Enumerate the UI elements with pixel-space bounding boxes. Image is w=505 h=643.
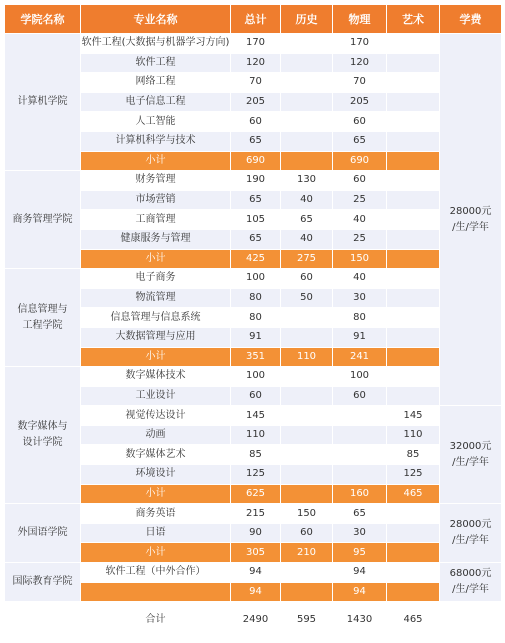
cell-art	[387, 131, 440, 151]
cell-physics: 91	[333, 327, 387, 347]
cell-physics: 690	[333, 151, 387, 171]
cell-total: 120	[231, 53, 281, 73]
major-name: 财务管理	[81, 171, 231, 191]
major-name: 人工智能	[81, 112, 231, 132]
cell-history	[281, 367, 333, 387]
cell-history: 275	[281, 249, 333, 269]
cell-history: 110	[281, 347, 333, 367]
cell-history	[281, 465, 333, 485]
tuition-fee	[440, 504, 502, 563]
cell-total: 690	[231, 151, 281, 171]
grand-total-label: 合计	[81, 602, 231, 638]
subtotal-label: 小计	[81, 151, 231, 171]
cell-physics: 65	[333, 131, 387, 151]
cell-art	[387, 92, 440, 112]
major-name: 数字媒体艺术	[81, 445, 231, 465]
major-name: 健康服务与管理	[81, 229, 231, 249]
cell-art	[387, 523, 440, 543]
cell-physics: 205	[333, 92, 387, 112]
major-name: 数字媒体技术	[81, 367, 231, 387]
header-history: 历史	[281, 5, 333, 34]
major-name: 动画	[81, 425, 231, 445]
cell-history	[281, 131, 333, 151]
cell-art	[387, 73, 440, 93]
cell-physics: 241	[333, 347, 387, 367]
grand-total-fee-blank	[440, 602, 502, 638]
cell-total: 110	[231, 425, 281, 445]
college-name-line: 计算机学院	[17, 96, 68, 108]
cell-physics: 170	[333, 34, 387, 54]
header-tuition: 学费	[440, 5, 502, 34]
cell-total: 70	[231, 73, 281, 93]
cell-art	[387, 112, 440, 132]
cell-total: 100	[231, 269, 281, 289]
cell-history	[281, 151, 333, 171]
cell-total: 65	[231, 229, 281, 249]
major-name: 物流管理	[81, 288, 231, 308]
cell-physics: 60	[333, 112, 387, 132]
tuition-amount: 68000元	[449, 568, 492, 580]
cell-physics: 95	[333, 543, 387, 563]
cell-history: 65	[281, 210, 333, 230]
cell-history: 50	[281, 288, 333, 308]
college-name-line: 数字媒体与	[17, 421, 68, 433]
cell-art	[387, 308, 440, 328]
subtotal-label: 小计	[81, 249, 231, 269]
grand-total-physics: 1430	[333, 602, 387, 638]
cell-history	[281, 308, 333, 328]
grand-total-total: 2490	[231, 602, 281, 638]
subtotal-label: 小计	[81, 347, 231, 367]
tuition-unit: /生/学年	[452, 584, 489, 596]
table-row	[5, 269, 502, 289]
cell-physics: 60	[333, 386, 387, 406]
cell-total: 65	[231, 190, 281, 210]
major-name: 日语	[81, 523, 231, 543]
cell-history	[281, 327, 333, 347]
cell-physics: 25	[333, 229, 387, 249]
cell-history	[281, 92, 333, 112]
tuition-amount: 32000元	[449, 440, 492, 452]
subtotal-label: 小计	[81, 484, 231, 504]
major-name: 软件工程	[81, 53, 231, 73]
subtotal-label: 小计	[81, 543, 231, 563]
major-name: 视觉传达设计	[81, 406, 231, 426]
major-name: 工商管理	[81, 210, 231, 230]
cell-art	[387, 347, 440, 367]
header-physics: 物理	[333, 5, 387, 34]
cell-history	[281, 582, 333, 602]
cell-total: 60	[231, 112, 281, 132]
cell-art: 110	[387, 425, 440, 445]
grand-total-art: 465	[387, 602, 440, 638]
college-name	[5, 171, 81, 269]
cell-art: 145	[387, 406, 440, 426]
major-name: 网络工程	[81, 73, 231, 93]
header-major: 专业名称	[81, 5, 231, 34]
cell-total: 425	[231, 249, 281, 269]
major-name: 软件工程(大数据与机器学习方向)	[81, 34, 231, 54]
cell-history	[281, 53, 333, 73]
cell-total: 215	[231, 504, 281, 524]
cell-physics	[333, 445, 387, 465]
cell-total: 125	[231, 465, 281, 485]
table-row	[5, 367, 502, 387]
major-name: 市场营销	[81, 190, 231, 210]
cell-physics: 160	[333, 484, 387, 504]
cell-history	[281, 484, 333, 504]
cell-total: 65	[231, 131, 281, 151]
major-name: 电子信息工程	[81, 92, 231, 112]
cell-physics: 30	[333, 288, 387, 308]
cell-history	[281, 386, 333, 406]
college-name	[5, 367, 81, 504]
cell-art	[387, 386, 440, 406]
tuition-amount: 28000元	[449, 519, 492, 531]
cell-total: 60	[231, 386, 281, 406]
cell-total: 91	[231, 327, 281, 347]
grand-total-blank	[5, 602, 81, 638]
major-name: 工业设计	[81, 386, 231, 406]
cell-history: 60	[281, 523, 333, 543]
cell-art	[387, 53, 440, 73]
major-name: 软件工程（中外合作）	[81, 563, 231, 583]
college-name-line: 工程学院	[22, 319, 63, 331]
major-name: 大数据管理与应用	[81, 327, 231, 347]
cell-art	[387, 327, 440, 347]
header-art: 艺术	[387, 5, 440, 34]
cell-physics: 30	[333, 523, 387, 543]
cell-total: 145	[231, 406, 281, 426]
college-name	[5, 563, 81, 602]
cell-art	[387, 563, 440, 583]
cell-physics: 100	[333, 367, 387, 387]
cell-history	[281, 406, 333, 426]
cell-total: 90	[231, 523, 281, 543]
cell-history: 40	[281, 229, 333, 249]
cell-total: 80	[231, 308, 281, 328]
college-name-line: 国际教育学院	[12, 576, 73, 588]
college-name	[5, 504, 81, 563]
cell-art	[387, 190, 440, 210]
tuition-fee	[440, 406, 502, 504]
cell-art: 125	[387, 465, 440, 485]
cell-total: 100	[231, 367, 281, 387]
table-row	[5, 563, 502, 583]
college-name-line: 外国语学院	[17, 527, 68, 539]
subtotal-label	[81, 582, 231, 602]
cell-total: 351	[231, 347, 281, 367]
cell-art: 85	[387, 445, 440, 465]
cell-history	[281, 445, 333, 465]
cell-history	[281, 425, 333, 445]
cell-total: 94	[231, 563, 281, 583]
enrollment-table	[4, 4, 502, 638]
cell-art	[387, 229, 440, 249]
cell-total: 305	[231, 543, 281, 563]
cell-history: 130	[281, 171, 333, 191]
table-row	[5, 171, 502, 191]
major-name: 信息管理与信息系统	[81, 308, 231, 328]
cell-history	[281, 112, 333, 132]
college-name-line: 商务管理学院	[12, 213, 73, 225]
cell-art	[387, 171, 440, 191]
header-college: 学院名称	[5, 5, 81, 34]
cell-history	[281, 34, 333, 54]
grand-total-row	[5, 602, 502, 638]
cell-art	[387, 34, 440, 54]
cell-history	[281, 73, 333, 93]
cell-physics: 94	[333, 582, 387, 602]
tuition-fee	[440, 563, 502, 602]
cell-physics: 25	[333, 190, 387, 210]
cell-physics: 60	[333, 171, 387, 191]
cell-total: 190	[231, 171, 281, 191]
cell-art	[387, 210, 440, 230]
major-name: 计算机科学与技术	[81, 131, 231, 151]
tuition-unit: /生/学年	[452, 535, 489, 547]
cell-total: 105	[231, 210, 281, 230]
cell-history: 210	[281, 543, 333, 563]
cell-art	[387, 543, 440, 563]
cell-physics: 40	[333, 269, 387, 289]
major-name: 商务英语	[81, 504, 231, 524]
cell-art	[387, 288, 440, 308]
college-name-line: 设计学院	[22, 437, 63, 449]
header-total: 总计	[231, 5, 281, 34]
grand-total-history: 595	[281, 602, 333, 638]
table-row	[5, 504, 502, 524]
major-name: 电子商务	[81, 269, 231, 289]
cell-art: 465	[387, 484, 440, 504]
cell-history: 60	[281, 269, 333, 289]
tuition-fee	[440, 34, 502, 406]
cell-physics	[333, 465, 387, 485]
cell-art	[387, 151, 440, 171]
cell-physics	[333, 406, 387, 426]
cell-physics: 120	[333, 53, 387, 73]
cell-total: 170	[231, 34, 281, 54]
cell-total: 80	[231, 288, 281, 308]
cell-physics: 150	[333, 249, 387, 269]
cell-physics: 70	[333, 73, 387, 93]
table-row	[5, 34, 502, 54]
cell-art	[387, 367, 440, 387]
college-name	[5, 269, 81, 367]
college-name	[5, 34, 81, 171]
cell-physics: 94	[333, 563, 387, 583]
cell-art	[387, 249, 440, 269]
tuition-unit: /生/学年	[452, 221, 489, 233]
header-row	[5, 5, 502, 34]
cell-physics	[333, 425, 387, 445]
tuition-amount: 28000元	[449, 205, 492, 217]
cell-physics: 40	[333, 210, 387, 230]
cell-total: 205	[231, 92, 281, 112]
cell-total: 85	[231, 445, 281, 465]
cell-art	[387, 504, 440, 524]
cell-physics: 80	[333, 308, 387, 328]
cell-physics: 65	[333, 504, 387, 524]
tuition-unit: /生/学年	[452, 456, 489, 468]
cell-art	[387, 269, 440, 289]
cell-history: 150	[281, 504, 333, 524]
cell-total: 94	[231, 582, 281, 602]
college-name-line: 信息管理与	[17, 303, 68, 315]
major-name: 环境设计	[81, 465, 231, 485]
cell-history	[281, 563, 333, 583]
cell-art	[387, 582, 440, 602]
cell-history: 40	[281, 190, 333, 210]
cell-total: 625	[231, 484, 281, 504]
